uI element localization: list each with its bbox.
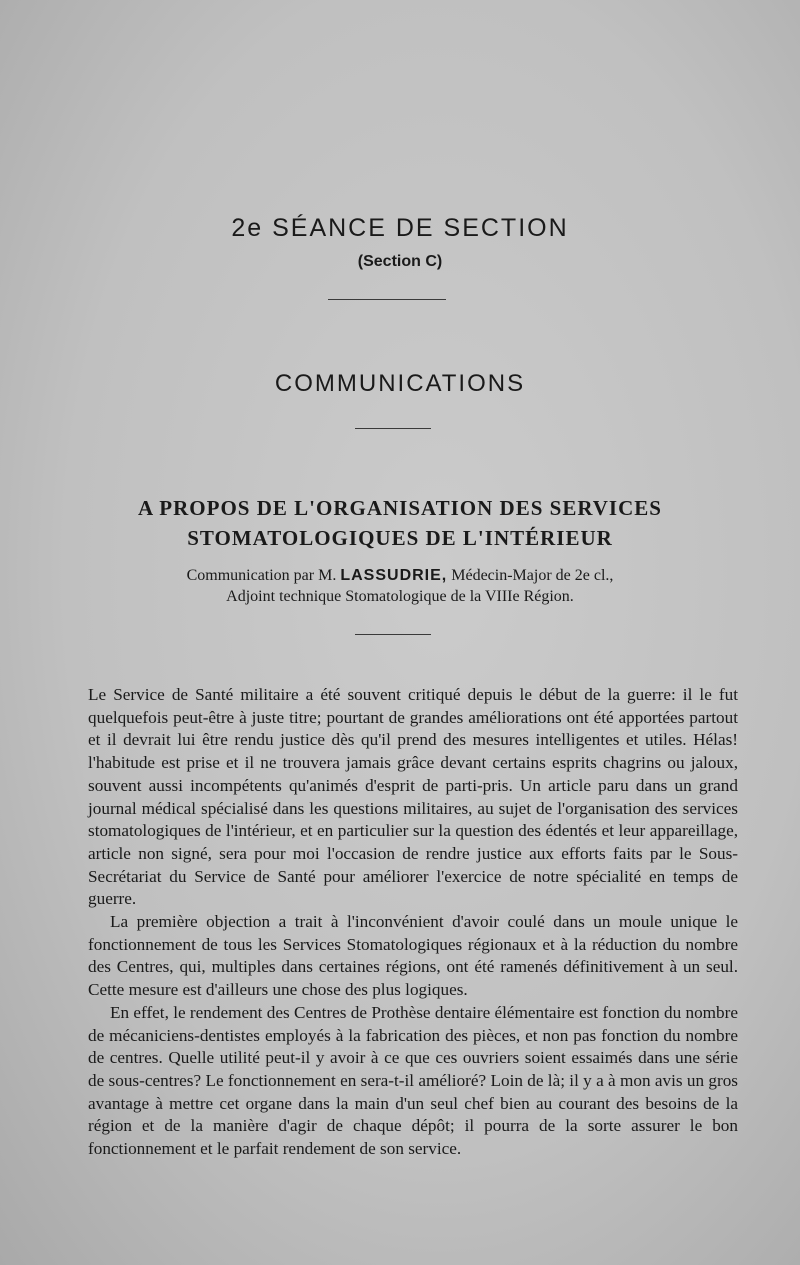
byline-line <box>0 565 800 586</box>
author-name: LASSUDRIE, <box>340 567 448 584</box>
body-text <box>88 684 738 1161</box>
byline-prefix: Communication par M. <box>186 567 337 584</box>
paragraph: En effet, le rendement des Centres de Prothèse dentaire élémentaire est fonction du nombre de mécaniciens-dentistes employés à la fabrication des pièces, et non pas fonction du nombre de centres. Quelle utilité peut-il y avoir à ce que ces ouvriers soient essaimés dans une série de sous-centres? Le fonctionnement en sera-t-il amélioré? Loin de là; il y a à mon avis un gros avantage à mettre cet organe dans la main d'un seul chef bien au courant des besoins de la région et de la manière d'agir de chaque dépôt; il pourra de la sorte assurer le bon fonctionnement et le parfait rendement de son service. <box>88 1002 738 1159</box>
byline-rank: Médecin-Major de 2e cl., <box>451 567 614 584</box>
divider-rule <box>328 299 446 300</box>
byline <box>0 565 800 607</box>
divider-rule <box>355 428 431 429</box>
article-title <box>0 493 800 553</box>
section-subtitle: (Section C) <box>357 253 443 270</box>
article-title-line: A PROPOS DE L'ORGANISATION DES SERVICES <box>138 496 662 520</box>
seance-title: 2e SÉANCE DE SECTION <box>231 214 569 242</box>
paragraph: La première objection a trait à l'inconvénient d'avoir coulé dans un moule unique le fonctionnement de tous les Services Stomatologiques régionaux et à la réduction du nombre des Centres, qui, multiples dans certaines régions, ont été ramenés définitivement à un seul. Cette mesure est d'ailleurs une chose des plus logiques. <box>88 912 738 1000</box>
paragraph: Le Service de Santé militaire a été souvent critiqué depuis le début de la guerre: il le fut quelquefois peut-être à juste titre; pourtant de grandes améliorations ont été apportées partout et il devrait lui être rendu justice dès qu'il prend des mesures intelligentes et utiles. Hélas! l'habitude est prise et il ne trouvera jamais grâce devant certains esprits chagrins ou jaloux, souvent aussi incompétents qu'animés d'esprit de parti-pris. Un article paru dans un grand journal médical spécialisé dans les questions militaires, au sujet de l'organisation des services stomatologiques de l'intérieur, et en particulier sur la question des édentés et leur appareillage, article non signé, sera pour moi l'occasion de rendre justice aux efforts faits par le Sous-Secrétariat du Service de Santé pour améliorer l'exercice de notre spécialité en temps de guerre. <box>88 685 738 909</box>
byline-line: Adjoint technique Stomatologique de la VIIIe Région. <box>226 588 574 605</box>
article-title-line: STOMATOLOGIQUES DE L'INTÉRIEUR <box>187 526 613 550</box>
communications-title: COMMUNICATIONS <box>274 370 526 397</box>
divider-rule <box>355 634 431 635</box>
